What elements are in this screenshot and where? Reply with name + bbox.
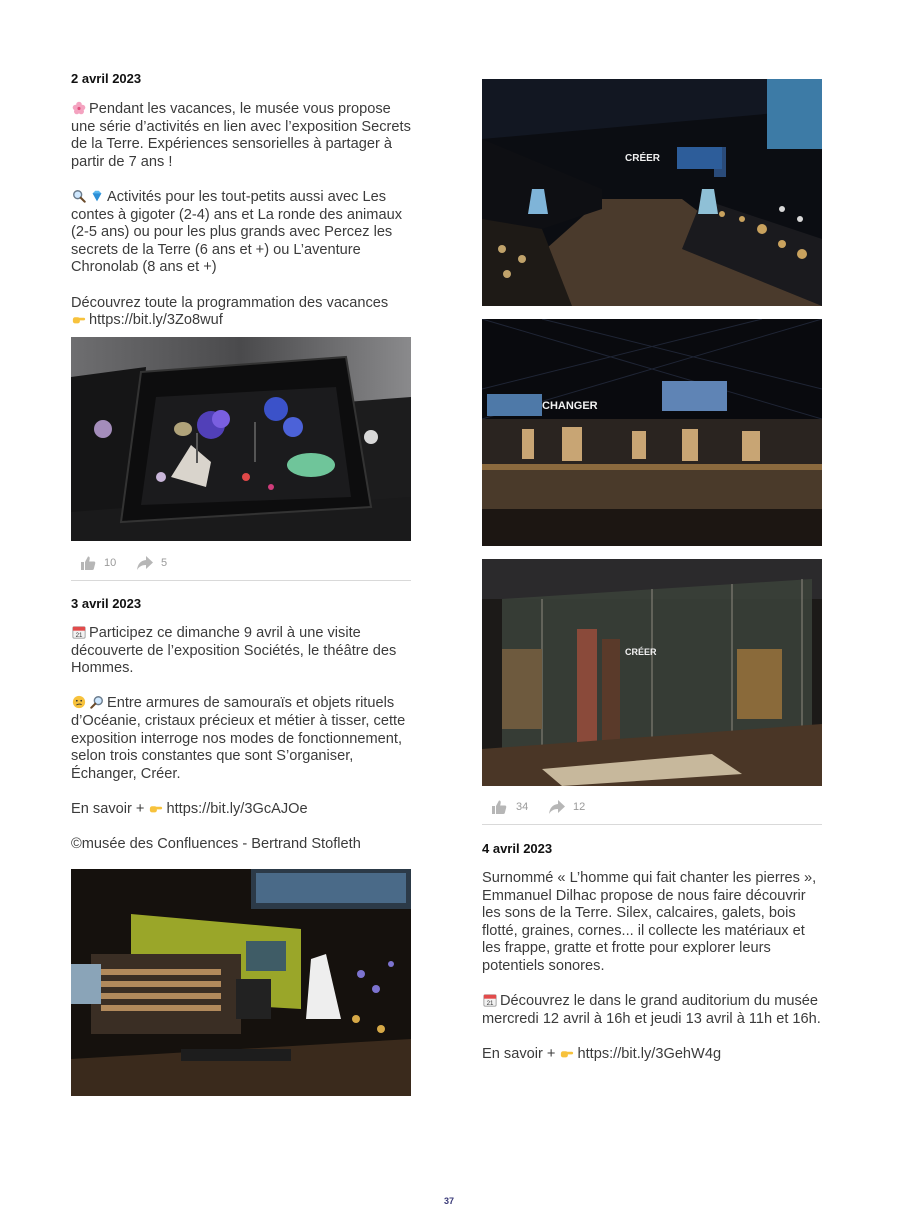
divider <box>482 824 822 825</box>
post-body <box>71 625 416 854</box>
paragraph-text: ©musée des Confluences - Bertrand Stofleth <box>71 836 361 853</box>
share-count: 5 <box>161 557 168 569</box>
post-link[interactable]: https://bit.ly/3GcAJOe <box>166 800 308 817</box>
paragraph-text: En savoir + <box>71 800 145 817</box>
photo-credit <box>71 836 416 854</box>
paragraph-text: Surnommé « L’homme qui fait chanter les pierres », Emmanuel Dilhac propose de nous faire découvrir les sons de la Terre. Silex, calcaires, galets, bois flotté, graines, cornes... il collecte les matériaux et les frappe, gratte et frotte pour explorer leurs potentiels sonores. <box>482 870 821 974</box>
magnifier-icon <box>89 695 105 709</box>
gem-icon <box>89 189 105 203</box>
post-photo-loom <box>71 869 411 1096</box>
share-count: 12 <box>573 801 586 813</box>
pointing-hand-icon <box>148 801 164 815</box>
svg-text:21: 21 <box>486 999 494 1007</box>
pointing-hand-icon <box>559 1046 575 1060</box>
paragraph-text: Participez ce dimanche 9 avril à une visite découverte de l’exposition Sociétés, le théâtre des Hommes. <box>71 625 401 677</box>
calendar-icon <box>71 625 87 639</box>
post-link[interactable]: https://bit.ly/3GehW4g <box>577 1045 722 1062</box>
paragraph-text: En savoir + <box>482 1045 556 1062</box>
share-arrow-icon[interactable] <box>136 555 154 571</box>
thumbs-up-icon[interactable] <box>491 799 507 815</box>
gallery-photo-creer <box>482 79 822 306</box>
thumbs-up-icon[interactable] <box>80 555 96 571</box>
paragraph-text: Activités pour les tout-petits aussi avec Les contes à gigoter (2-4) ans et La ronde des animaux (2-5 ans) ou pour les plus grands avec Percez les secrets de la Terre (6 ans et +) ou L’aventure Chronolab (8 ans et +) <box>71 188 407 276</box>
post-paragraph <box>71 189 416 277</box>
like-count: 34 <box>516 801 529 813</box>
gallery-photo-vitrines <box>482 559 822 786</box>
gallery-sign-text: CRÉER <box>625 153 661 164</box>
post-reactions <box>80 554 280 574</box>
post-paragraph <box>482 1046 827 1064</box>
post-date: 4 avril 2023 <box>482 841 553 856</box>
pointing-hand-icon <box>71 312 87 326</box>
post-body <box>71 101 416 330</box>
post-photo-minerals <box>71 337 411 541</box>
post-paragraph <box>71 625 416 678</box>
post-date: 3 avril 2023 <box>71 596 142 611</box>
divider <box>71 580 411 581</box>
thinking-face-icon <box>71 695 87 709</box>
paragraph-text: Découvrez le dans le grand auditorium du musée mercredi 12 avril à 16h et jeudi 13 avril à 11h et 16h. <box>482 993 823 1027</box>
share-arrow-icon[interactable] <box>548 799 566 815</box>
svg-text:21: 21 <box>75 631 83 639</box>
post-body <box>482 870 827 1064</box>
post-paragraph <box>71 801 416 819</box>
post-paragraph <box>482 870 827 976</box>
paragraph-text: Pendant les vacances, le musée vous propose une série d’activités en lien avec l’exposition Secrets de la Terre. Expériences sensorielles à partager à partir de 7 ans ! <box>71 101 415 170</box>
page-number: 37 <box>443 1196 454 1206</box>
cherry-blossom-icon <box>71 101 87 115</box>
gallery-sign-text: CHANGER <box>542 400 598 412</box>
post-date: 2 avril 2023 <box>71 71 142 86</box>
magnifier-icon <box>71 189 87 203</box>
post-link[interactable]: https://bit.ly/3Zo8wuf <box>89 312 223 329</box>
post-reactions <box>491 798 691 818</box>
like-count: 10 <box>104 557 117 569</box>
post-paragraph <box>71 101 416 171</box>
post-paragraph <box>482 993 827 1028</box>
gallery-photo-changer <box>482 319 822 546</box>
post-paragraph <box>71 695 416 783</box>
post-paragraph <box>71 295 416 330</box>
calendar-icon <box>482 993 498 1007</box>
gallery-sign-text: CRÉER <box>625 647 657 657</box>
paragraph-text: Entre armures de samouraïs et objets rituels d’Océanie, cristaux précieux et métier à tisser, cette exposition interroge nos modes de fonctionnement, selon trois constantes que sont S’organiser, Échanger, Créer. <box>71 695 410 782</box>
paragraph-text: Découvrez toute la programmation des vacances <box>71 294 389 311</box>
